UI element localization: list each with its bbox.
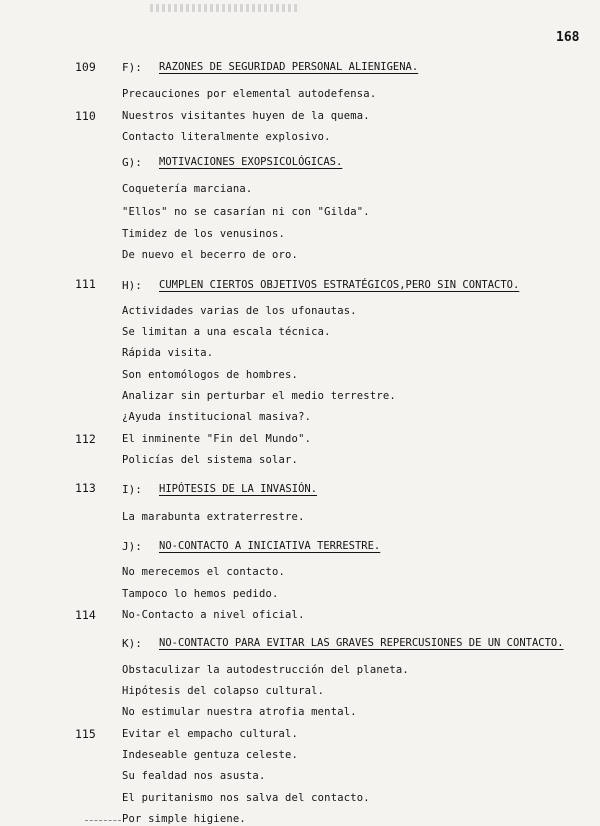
line-number: 109 xyxy=(75,60,96,74)
list-item: Coquetería marciana. xyxy=(122,183,253,195)
list-item: ¿Ayuda institucional masiva?. xyxy=(122,411,312,423)
section-letter: J): xyxy=(122,540,142,553)
list-item: No merecemos el contacto. xyxy=(122,566,286,578)
section-letter: I): xyxy=(122,483,142,496)
list-item: Policías del sistema solar. xyxy=(122,454,299,466)
line-number: 114 xyxy=(75,608,96,622)
page-number: 168 xyxy=(556,30,580,45)
line-number: 111 xyxy=(75,277,96,291)
line-number: 112 xyxy=(75,432,96,446)
list-item: "Ellos" no se casarían ni con "Gilda". xyxy=(122,206,370,218)
list-item: Su fealdad nos asusta. xyxy=(122,770,266,782)
list-item: Actividades varias de los ufonautas. xyxy=(122,305,357,317)
section-title: NO-CONTACTO A INICIATIVA TERRESTRE. xyxy=(159,540,381,552)
list-item: Precauciones por elemental autodefensa. xyxy=(122,88,377,100)
list-item: Timidez de los venusinos. xyxy=(122,228,286,240)
section-letter: G): xyxy=(122,156,142,169)
list-item: Hipótesis del colapso cultural. xyxy=(122,685,325,697)
list-item: Contacto literalmente explosivo. xyxy=(122,131,331,143)
list-item: Obstaculizar la autodestrucción del planeta. xyxy=(122,664,409,676)
line-number: 110 xyxy=(75,109,96,123)
section-title: NO-CONTACTO PARA EVITAR LAS GRAVES REPERCUSIONES DE UN CONTACTO. xyxy=(159,637,564,649)
section-letter: K): xyxy=(122,637,142,650)
list-item: Evitar el empacho cultural. xyxy=(122,728,299,740)
section-title: CUMPLEN CIERTOS OBJETIVOS ESTRATÉGICOS,PERO SIN CONTACTO. xyxy=(159,279,520,291)
list-item: No estimular nuestra atrofia mental. xyxy=(122,706,357,718)
section-letter: F): xyxy=(122,61,142,74)
list-item: Nuestros visitantes huyen de la quema. xyxy=(122,110,370,122)
list-item: Tampoco lo hemos pedido. xyxy=(122,588,279,600)
line-number: 113 xyxy=(75,481,96,495)
section-title: HIPÓTESIS DE LA INVASIÓN. xyxy=(159,483,318,495)
list-item: No-Contacto a nivel oficial. xyxy=(122,609,305,621)
list-item: La marabunta extraterrestre. xyxy=(122,511,305,523)
list-item: Analizar sin perturbar el medio terrestre. xyxy=(122,390,396,402)
section-title: MOTIVACIONES EXOPSICOLÓGICAS. xyxy=(159,156,343,168)
line-number: 115 xyxy=(75,727,96,741)
list-item: Rápida visita. xyxy=(122,347,214,359)
section-letter: H): xyxy=(122,279,142,292)
list-item: Por simple higiene. xyxy=(122,813,246,825)
scan-artifact xyxy=(85,820,121,822)
section-title: RAZONES DE SEGURIDAD PERSONAL ALIENIGENA. xyxy=(159,61,419,73)
scan-artifact xyxy=(150,4,300,12)
list-item: De nuevo el becerro de oro. xyxy=(122,249,299,261)
list-item: Son entomólogos de hombres. xyxy=(122,369,299,381)
list-item: El puritanismo nos salva del contacto. xyxy=(122,792,370,804)
list-item: Se limitan a una escala técnica. xyxy=(122,326,331,338)
list-item: Indeseable gentuza celeste. xyxy=(122,749,299,761)
list-item: El inminente "Fin del Mundo". xyxy=(122,433,312,445)
